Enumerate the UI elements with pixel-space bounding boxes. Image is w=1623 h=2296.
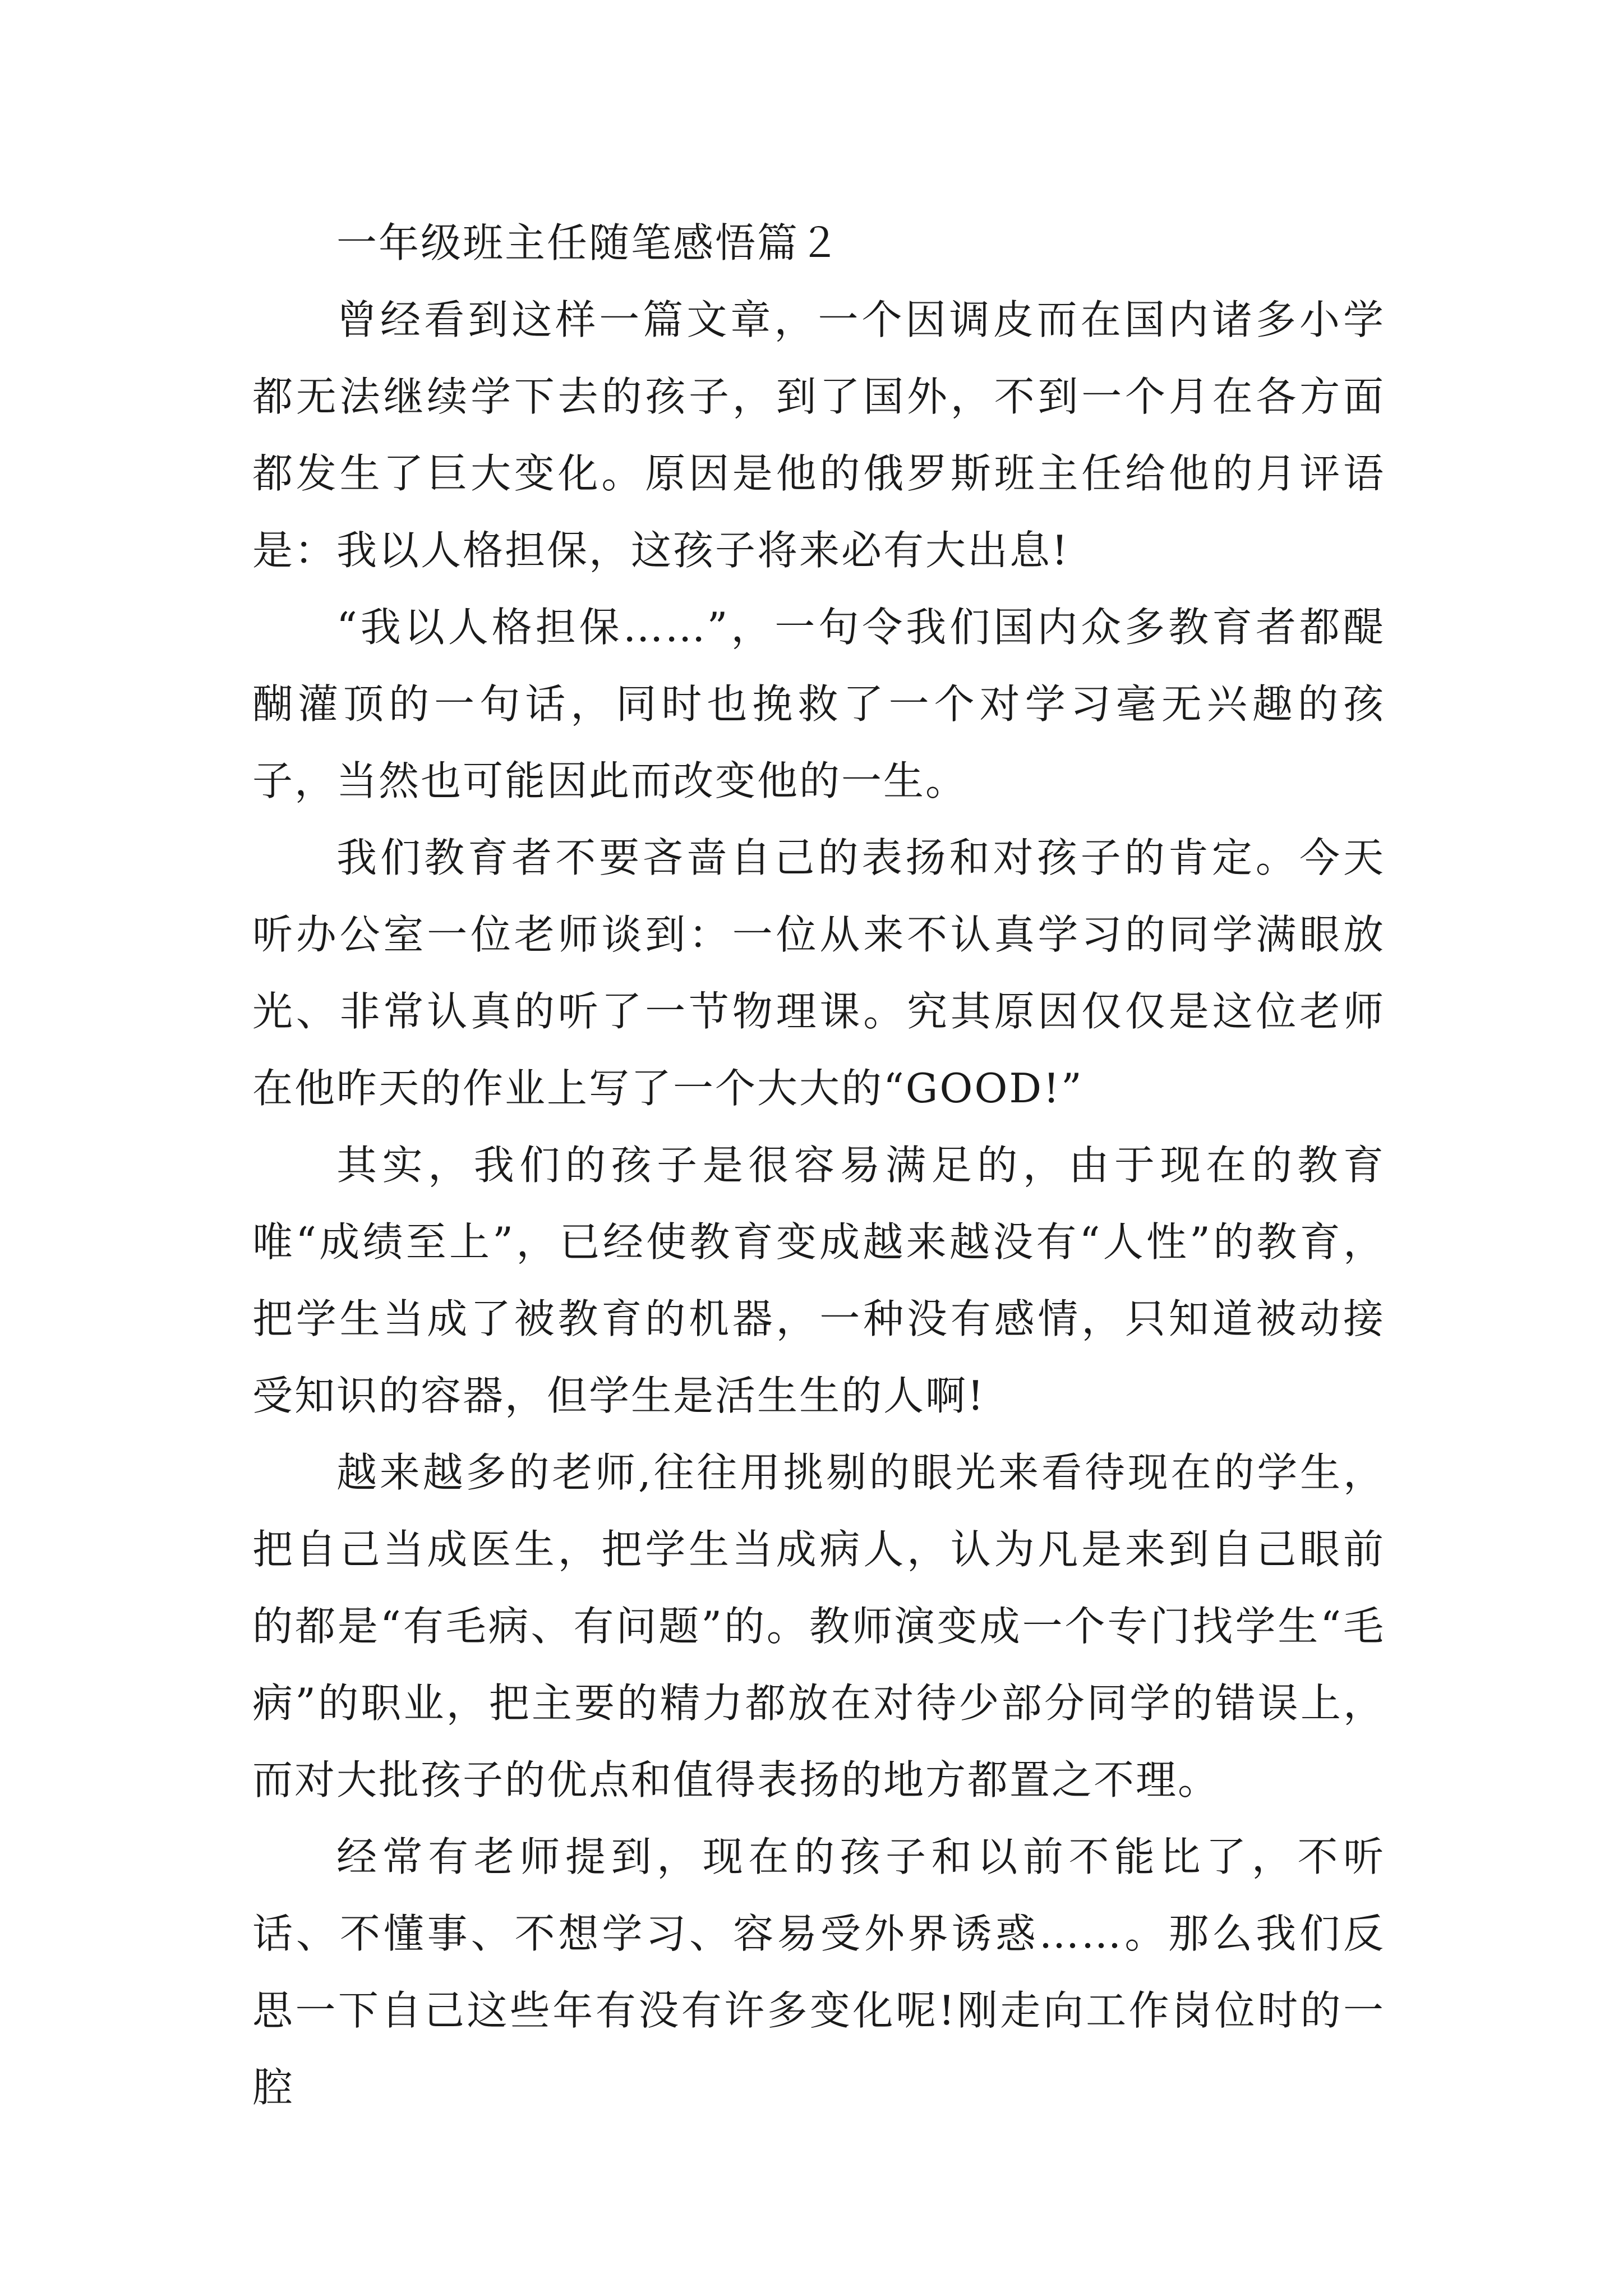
- paragraph-5: 越来越多的老师,往往用挑剔的眼光来看待现在的学生，把自己当成医生，把学生当成病人，认为凡是来到自己眼前的都是“有毛病、有问题”的。教师演变成一个专门找学生“毛病”的职业，把主要的精力都放在对待少部分同学的错误上，而对大批孩子的优点和值得表扬的地方都置之不理。: [252, 1449, 1385, 1803]
- paragraph-1: 曾经看到这样一篇文章，一个因调皮而在国内诸多小学都无法继续学下去的孩子，到了国外，不到一个月在各方面都发生了巨大变化。原因是他的俄罗斯班主任给他的月评语是：我以人格担保，这孩子将来必有大出息!: [252, 296, 1385, 574]
- document-body: [252, 205, 1385, 2126]
- paragraph-3: 我们教育者不要吝啬自己的表扬和对孩子的肯定。今天听办公室一位老师谈到：一位从来不认真学习的同学满眼放光、非常认真的听了一节物理课。究其原因仅仅是这位老师在他昨天的作业上写了一个大大的“GOOD!”: [252, 834, 1385, 1112]
- paragraph-2: “我以人格担保……”，一句令我们国内众多教育者都醍醐灌顶的一句话，同时也挽救了一个对学习毫无兴趣的孩子，当然也可能因此而改变他的一生。: [252, 604, 1385, 804]
- paragraph-6: 经常有老师提到，现在的孩子和以前不能比了，不听话、不懂事、不想学习、容易受外界诱惑……。那么我们反思一下自己这些年有没有许多变化呢!刚走向工作岗位时的一腔: [252, 1833, 1385, 2111]
- paragraph-4: 其实，我们的孩子是很容易满足的，由于现在的教育唯“成绩至上”，已经使教育变成越来越没有“人性”的教育，把学生当成了被教育的机器，一种没有感情，只知道被动接受知识的容器，但学生是活生生的人啊!: [252, 1142, 1385, 1419]
- document-title: 一年级班主任随笔感悟篇２: [336, 219, 842, 266]
